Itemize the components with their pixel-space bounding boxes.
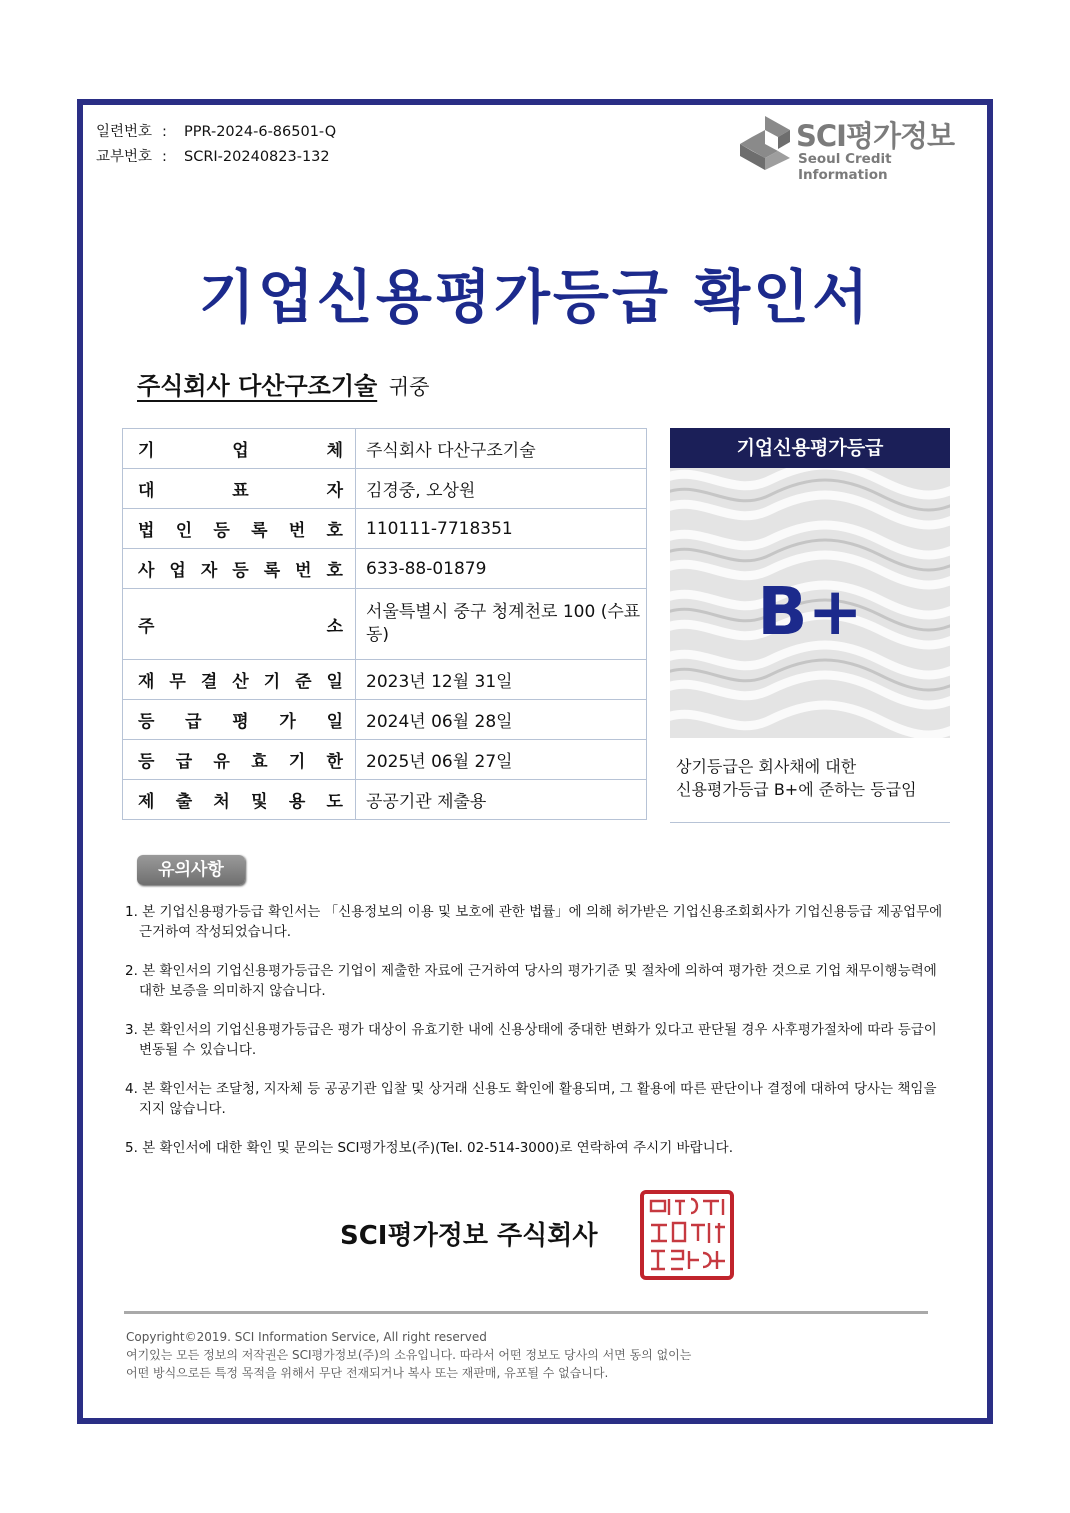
issue-label: 교부번호 — [96, 149, 153, 165]
info-key-char: 호 — [326, 561, 343, 581]
info-key-char: 번 — [288, 521, 306, 541]
info-key-char: 록 — [263, 561, 281, 581]
info-key-char: 표 — [232, 481, 249, 501]
info-key — [123, 740, 356, 780]
info-row — [123, 549, 647, 589]
info-value: 공공기관 제출용 — [356, 780, 647, 820]
info-key — [123, 509, 356, 549]
info-key — [123, 429, 356, 469]
info-value: 서울특별시 중구 청계천로 100 (수표동) — [356, 589, 647, 660]
info-key-char: 가 — [279, 712, 296, 732]
info-row — [123, 780, 647, 820]
info-key-char: 효 — [251, 752, 268, 772]
grade-note-line1: 상기등급은 회사채에 대한 — [676, 757, 857, 776]
serial-value: PPR-2024-6-86501-Q — [184, 124, 337, 140]
recipient — [137, 366, 429, 401]
info-key-char: 등 — [232, 561, 249, 581]
info-key-char: 소 — [326, 616, 343, 637]
info-key-char: 유 — [213, 752, 230, 772]
info-value: 2023년 12월 31일 — [356, 660, 647, 700]
info-key-char: 자 — [200, 561, 218, 581]
info-key-char: 호 — [326, 521, 343, 541]
company-info-table — [122, 428, 647, 820]
info-key-char: 한 — [326, 752, 343, 772]
notice-item: 1. 본 기업신용평가등급 확인서는 「신용정보의 이용 및 보호에 관한 법률」에 의해 허가받은 기업신용조회회사가 기업신용등급 제공업무에 근거하여 작성되었습니다. — [125, 904, 943, 940]
info-key-char: 등 — [138, 712, 155, 732]
info-key-char: 업 — [232, 441, 249, 461]
info-key — [123, 660, 356, 700]
info-key-char: 기 — [263, 672, 281, 692]
info-key — [123, 549, 356, 589]
grade-panel — [670, 468, 950, 738]
info-key-char: 도 — [326, 792, 343, 812]
info-value: 2025년 06월 27일 — [356, 740, 647, 780]
info-key — [123, 780, 356, 820]
info-key-char: 급 — [175, 752, 193, 772]
info-key-char: 업 — [169, 561, 186, 581]
copyright-line1: Copyright©2019. SCI Information Service, All right reserved — [126, 1330, 487, 1344]
logo-brand: SCI평가정보 — [796, 119, 955, 153]
info-key-char: 일 — [326, 712, 343, 732]
copyright-line2: 여기있는 모든 정보의 저작권은 SCI평가정보(주)의 소유입니다. 따라서 어떤 정보도 당사의 서면 동의 없이는 — [126, 1348, 692, 1362]
info-value: 김경중, 오상원 — [356, 469, 647, 509]
issue-colon: : — [162, 149, 167, 165]
info-value: 633-88-01879 — [356, 549, 647, 589]
info-key-char: 준 — [295, 672, 312, 692]
info-key-char: 대 — [138, 481, 155, 501]
info-key-char: 록 — [251, 521, 268, 541]
info-key — [123, 469, 356, 509]
info-row — [123, 700, 647, 740]
info-row — [123, 509, 647, 549]
recipient-name: 주식회사 다산구조기술 — [137, 372, 378, 400]
info-key-char: 무 — [169, 672, 186, 692]
notice-item: 2. 본 확인서의 기업신용평가등급은 기업이 제출한 자료에 근거하여 당사의 평가기준 및 절차에 의하여 평가한 것으로 기업 채무이행능력에 대한 보증을 의미하지 않습니다. — [125, 963, 937, 999]
logo-brand-sub: Seoul Credit Information — [798, 151, 892, 183]
notice-item: 3. 본 확인서의 기업신용평가등급은 평가 대상이 유효기한 내에 신용상태에 중대한 변화가 있다고 판단될 경우 사후평가절차에 따라 등급이 변동될 수 있습니다. — [125, 1022, 937, 1058]
serial-label: 일련번호 — [96, 124, 153, 140]
info-key-char: 재 — [138, 672, 155, 692]
info-key-char: 등 — [213, 521, 230, 541]
page-title: 기업신용평가등급 확인서 — [198, 263, 872, 331]
sci-logo-icon — [738, 114, 792, 172]
grade-value: B+ — [757, 573, 863, 650]
info-row — [123, 429, 647, 469]
grade-note — [676, 755, 950, 801]
info-key-char: 일 — [326, 672, 343, 692]
company-seal — [639, 1189, 735, 1281]
info-key-char: 등 — [138, 752, 155, 772]
info-key-char: 법 — [138, 521, 155, 541]
info-key — [123, 700, 356, 740]
info-key-char: 주 — [138, 616, 155, 637]
seal-stamp-icon — [639, 1189, 735, 1281]
info-key-char: 산 — [232, 672, 249, 692]
info-key-char: 평 — [232, 712, 249, 732]
notice-list — [125, 902, 945, 1177]
info-key-char: 급 — [185, 712, 202, 732]
notice-tag: 유의사항 — [137, 855, 245, 885]
issue-value: SCRI-20240823-132 — [184, 149, 330, 165]
notice-item: 5. 본 확인서에 대한 확인 및 문의는 SCI평가정보(주)(Tel. 02-514-3000)로 연락하여 주시기 바랍니다. — [125, 1140, 733, 1156]
info-key-char: 처 — [213, 792, 230, 812]
info-key-char: 기 — [138, 441, 155, 461]
recipient-honorific: 귀중 — [388, 375, 430, 399]
info-key-char: 인 — [175, 521, 193, 541]
grade-heading: 기업신용평가등급 — [670, 428, 950, 468]
notice-item: 4. 본 확인서는 조달청, 지자체 등 공공기관 입찰 및 상거래 신용도 확인에 활용되며, 그 활용에 따른 판단이나 결정에 대하여 당사는 책임을 지지 않습니다. — [125, 1081, 937, 1117]
sci-logo — [738, 112, 970, 183]
grade-divider — [670, 822, 950, 823]
info-row — [123, 660, 647, 700]
info-row — [123, 469, 647, 509]
info-key-char: 출 — [175, 792, 193, 812]
info-key-char: 번 — [295, 561, 312, 581]
grade-box — [670, 428, 950, 738]
info-key-char: 자 — [326, 481, 343, 501]
info-value: 2024년 06월 28일 — [356, 700, 647, 740]
info-key-char: 사 — [138, 561, 155, 581]
info-key-char: 체 — [326, 441, 343, 461]
info-key-char: 제 — [138, 792, 155, 812]
info-value: 주식회사 다산구조기술 — [356, 429, 647, 469]
info-value: 110111-7718351 — [356, 509, 647, 549]
issuer-company: SCI평가정보 주식회사 — [340, 1221, 598, 1251]
copyright-block — [126, 1328, 691, 1382]
copyright-line3: 어떤 방식으로든 특정 목적을 위해서 무단 전재되거나 복사 또는 재판매, 유포될 수 없습니다. — [126, 1366, 609, 1380]
info-row — [123, 589, 647, 660]
info-key-char: 용 — [288, 792, 306, 812]
info-key — [123, 589, 356, 660]
serial-colon: : — [162, 124, 167, 140]
grade-note-line2: 신용평가등급 B+에 준하는 등급임 — [676, 780, 917, 799]
footer-divider — [124, 1311, 928, 1314]
info-key-char: 결 — [200, 672, 218, 692]
info-row — [123, 740, 647, 780]
info-key-char: 및 — [251, 792, 268, 812]
info-key-char: 기 — [288, 752, 306, 772]
serial-block — [96, 120, 336, 170]
